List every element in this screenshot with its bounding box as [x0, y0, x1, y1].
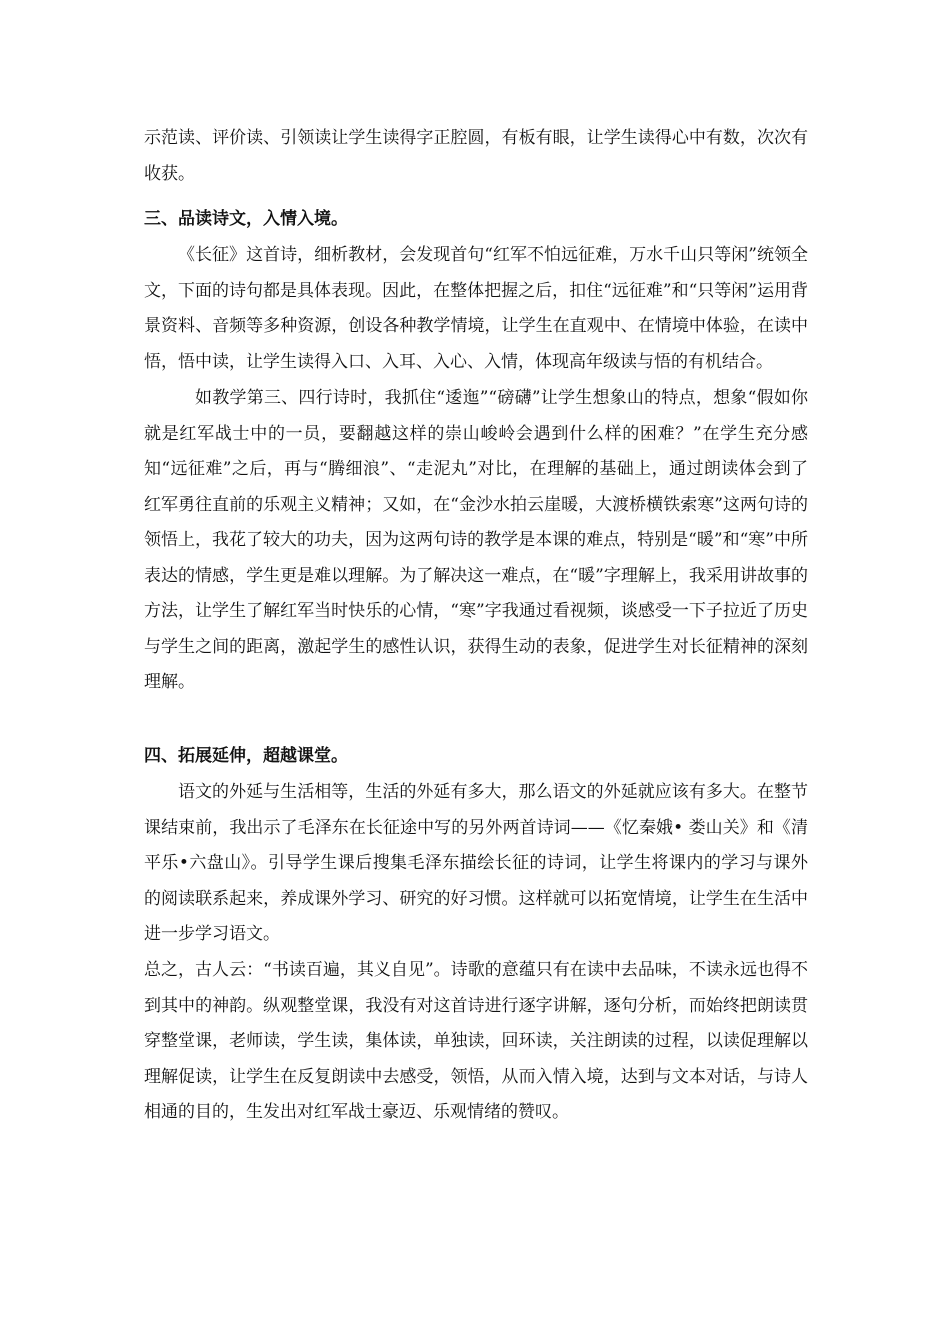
paragraph-conclusion: 总之，古人云：“书读百遍，其义自见”。诗歌的意蕴只有在读中去品味，不读永远也得不到其中的神韵。纵观整堂课，我没有对这首诗进行逐字讲解，逐句分析，而始终把朗读贯穿整堂课，老师读，学生读，集体读，单独读，回环读，关注朗读的过程，以读促理解以理解促读，让学生在反复朗读中去感受，领悟，从而入情入境，达到与文本对话，与诗人相通的目的，生发出对红军战士豪迈、乐观情绪的赞叹。: [144, 960, 808, 1122]
section-heading-3: 三、品读诗文，入情入境。: [144, 209, 348, 229]
paragraph-continuation: 示范读、评价读、引领读让学生读得字正腔圆，有板有眼，让学生读得心中有数，次次有收获。: [144, 128, 808, 184]
paragraph-section3-intro: 《长征》这首诗，细析教材，会发现首句“红军不怕远征难，万水千山只等闲”统领全文，下面的诗句都是具体表现。因此，在整体把握之后，扣住“远征难”和“只等闲”运用背景资料、音频等多种资源，创设各种教学情境，让学生在直观中、在情境中体验，在读中悟，悟中读，让学生读得入口、入耳、入心、入情，体现高年级读与悟的有机结合。: [144, 245, 808, 372]
paragraph-section4: 语文的外延与生活相等，生活的外延有多大，那么语文的外延就应该有多大。在整节课结束前，我出示了毛泽东在长征途中写的另外两首诗词——《忆秦娥• 娄山关》和《清平乐•六盘山》。引导学生课后搜集毛泽东描绘长征的诗词，让学生将课内的学习与课外的阅读联系起来，养成课外学习、研究的好习惯。这样就可以拓宽情境，让学生在生活中进一步学习语文。: [144, 782, 808, 944]
paragraph-section3-example: 如教学第三、四行诗时，我抓住“逶迤”“磅礴”让学生想象山的特点，想象“假如你就是红军战士中的一员，要翻越这样的崇山峻岭会遇到什么样的困难？”在学生充分感知“远征难”之后，再与“腾细浪”、“走泥丸”对比，在理解的基础上，通过朗读体会到了红军勇往直前的乐观主义精神；又如，在“金沙水拍云崖暖，大渡桥横铁索寒”这两句诗的领悟上，我花了较大的功夫，因为这两句诗的教学是本课的难点，特别是“暖”和“寒”中所表达的情感，学生更是难以理解。为了解决这一难点，在“暖”字理解上，我采用讲故事的方法，让学生了解红军当时快乐的心情，“寒”字我通过看视频，谈感受一下子拉近了历史与学生之间的距离，激起学生的感性认识，获得生动的表象，促进学生对长征精神的深刻理解。: [144, 388, 808, 692]
section-heading-4: 四、拓展延伸，超越课堂。: [144, 746, 348, 766]
